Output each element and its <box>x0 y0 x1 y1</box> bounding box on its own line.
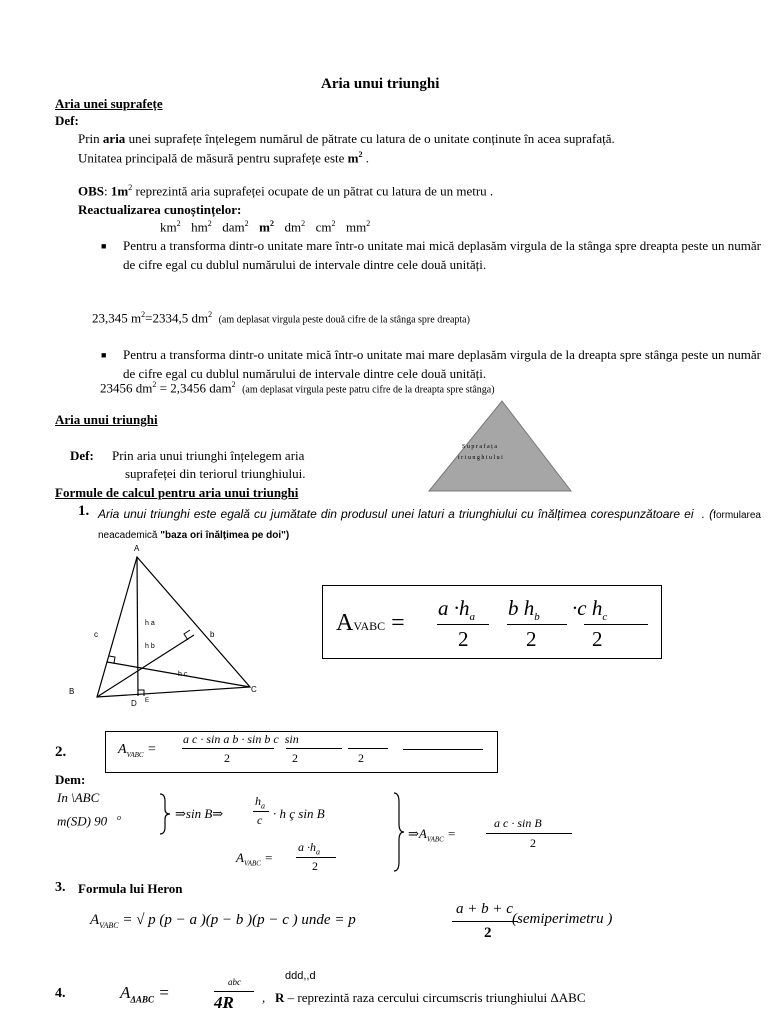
f1-sub3: c <box>602 611 608 624</box>
unit-dam: dam <box>222 219 245 235</box>
example1-a: 23,345 m <box>92 310 142 326</box>
height-ha <box>137 557 138 696</box>
formula-1-statement: Aria unui triunghi este egală cu jumătate din produsul unei laturi a triunghiului cu înălțimea corespunzătoare ei <box>98 507 694 521</box>
bullet-text-2: Pentru a transforma dintr-o unitate mică într-o unitate mai mare deplasăm virgula de la dreapta spre stânga peste un număr de cifre egal cu dublul numărului de intervale dintre cele două unități. <box>123 347 761 381</box>
definition-line-1 <box>78 131 615 147</box>
formula-1-den-2: 2 <box>526 627 537 651</box>
bullet-text-1: Pentru a transforma dintr-o unitate mare într-o unitate mai mică deplasăm virgula de la stânga spre dreapta peste un număr de cifre egal cu dublul numărului de intervale dintre cele două unități. <box>123 238 761 272</box>
dem-A: A <box>236 850 244 865</box>
heron-A: A <box>90 912 100 928</box>
dem-right-A: ⇒A <box>408 826 427 841</box>
foot-e-label: E <box>145 698 150 704</box>
formula-2-numerators <box>183 732 299 747</box>
unit-m: m <box>259 219 270 235</box>
obs-text: reprezintă aria suprafeței ocupate de un pătrat cu latura de un metru . <box>132 183 494 199</box>
height-ha-label: h a <box>145 620 155 627</box>
triangle-def-line-2: suprafeței din teriorul triunghiului. <box>125 466 306 481</box>
dem-mid-frac-den: c <box>257 813 263 827</box>
formula-1-A: A <box>336 610 354 636</box>
dem-brace-2 <box>392 792 406 872</box>
f1-sub2: b <box>534 611 540 624</box>
def-text-a: Prin <box>78 131 103 146</box>
formula-3-number: 3. <box>55 880 66 895</box>
dem-right-den: 2 <box>530 836 536 850</box>
f4-R: R <box>275 990 285 1005</box>
f2-n1: a c · sin <box>183 732 221 746</box>
section-heading-triangle-area: Aria unui triunghi <box>55 412 158 427</box>
dem-frac2-n: a ·h <box>298 840 316 854</box>
formula-4-text: , R – reprezintă raza cercului circumscris triunghiului ΔABC <box>262 990 586 1005</box>
f4-sub: ΔABC <box>130 994 155 1005</box>
f2-sub: VABC <box>126 750 144 759</box>
height-hc-label: h c <box>178 671 188 678</box>
heron-expr: = √ p (p − a )(p − b )(p − c ) unde = p <box>122 912 356 928</box>
side-b-label: b <box>210 630 215 639</box>
dem-right-area: $\Rightarrow A_{VABC}$ = <box>408 826 456 844</box>
dem-frac2-den: 2 <box>312 859 318 873</box>
unit-cm: cm <box>315 219 332 235</box>
formula-2-area-symbol: $A_{VABC}$ = <box>118 742 157 759</box>
formula-3-title: Formula lui Heron <box>78 881 183 896</box>
f1-num1: a ·h <box>438 596 470 620</box>
definition-label: Def: <box>55 113 79 128</box>
shaded-triangle <box>429 401 571 491</box>
formula-2-box <box>105 731 498 773</box>
triangle-heights-diagram <box>85 540 265 712</box>
obs-line: OBS: $1m^2$ reprezintă aria suprafeței ocupate de un pătrat cu latura de un metru . <box>78 183 494 199</box>
formula-4-number: 4. <box>55 986 66 1001</box>
formula-1-den-1: 2 <box>458 627 469 651</box>
f4-A: A <box>120 983 131 1002</box>
heron-num: a + b + c <box>456 901 513 917</box>
formula-2-den-3: 2 <box>358 751 364 765</box>
formula-4-top-note: ddd,,d <box>285 970 316 982</box>
bullet-marker-1: ■ <box>101 241 107 251</box>
dem-line-2 <box>57 813 121 829</box>
f1-sub1: a <box>469 611 475 624</box>
f2-n4: sin <box>284 732 299 746</box>
dem-area-symbol: $A_{VABC}$ = <box>236 850 273 868</box>
def-text-bold: aria <box>102 131 126 146</box>
triangle-abc <box>97 557 250 697</box>
page-title: Aria unui triunghi <box>321 76 440 92</box>
section-heading-surface-area: Aria unei suprafețe <box>55 96 163 111</box>
dem-frac-ns: a <box>261 801 265 811</box>
formula-4-den: 4R <box>214 993 234 1012</box>
height-hb-label: h b <box>145 643 155 650</box>
demonstration-label: Dem: <box>55 772 86 787</box>
reactualization-heading: Reactualizarea cunoștințelor: <box>78 202 242 217</box>
def-line2-text: Unitatea principală de măsură pentru suprafețe este <box>78 150 348 166</box>
units-list: $km^2$ $hm^2$ dam$^2$ $m^2$ $dm^2$ $cm^2$ $mm^2$ <box>160 219 371 235</box>
heron-tail: (semiperimetru ) <box>512 911 613 927</box>
obs-label: OBS <box>78 183 105 199</box>
bullet-marker-2: ■ <box>101 350 107 360</box>
formula-1-number: 1. <box>78 503 90 519</box>
dem-right-num: a c · sin B <box>494 816 542 830</box>
example2-b: = 2,3456 dam <box>156 380 232 396</box>
f2-A: A <box>118 742 127 757</box>
dem-mid-frac-num <box>255 794 265 810</box>
formula-1-num-2 <box>508 596 540 623</box>
formula-1-num-3 <box>572 596 607 623</box>
dem-brace-1 <box>158 793 172 835</box>
side-c-label: c <box>94 630 98 639</box>
formula-1-text: Aria unui triunghi este egală cu jumătate din produsul unei laturi a triunghiului cu înălțimea corespunzătoare ei . (formularea neacademică "baza ori înălțimea pe doi") <box>98 507 761 541</box>
unit-dm: dm <box>284 219 302 235</box>
unit-mm: mm <box>346 219 367 235</box>
formula-1-den-3: 2 <box>592 627 603 651</box>
dem-mid-expr-1: ⇒sin B⇒ <box>175 806 224 821</box>
dem-frac2-ns: a <box>316 847 320 857</box>
formula-2-den-2: 2 <box>292 751 298 765</box>
formula-1-sub: VABC <box>353 619 386 633</box>
definition-line-2: Unitatea principală de măsură pentru suprafețe este $m^2$ . <box>78 150 369 166</box>
example1-b: =2334,5 dm <box>145 310 209 326</box>
vertex-a-label: A <box>134 544 140 553</box>
formula-2-number: 2. <box>55 744 67 760</box>
vertex-c-label: C <box>251 685 257 694</box>
formula-2-den-1: 2 <box>224 751 230 765</box>
obs-unit: 1m <box>110 183 129 199</box>
heron-formula <box>90 912 356 930</box>
f2-n3: sin b c <box>247 732 279 746</box>
heron-sub: VABC <box>99 921 119 930</box>
dem-right-sub: VABC <box>426 835 444 844</box>
dem-frac-n: h <box>255 794 261 808</box>
example-line-2: 23456 $dm^2 = 2,3456$ dam$^2$ (am deplasat virgula peste patru cifre de la dreapta spre stânga) <box>100 380 495 396</box>
foot-d-label: D <box>131 699 137 708</box>
formula-1-note-a: formularea neacademică <box>98 510 761 541</box>
triangle-inner-text-1: S u p r a f a ț a <box>462 444 497 450</box>
formula-1-num-1 <box>438 596 475 623</box>
formula-1-note-b: "baza ori înălțimea pe doi") <box>160 530 290 541</box>
unit-hm: hm <box>191 219 208 235</box>
triangle-def-label: Def: <box>70 448 94 463</box>
dem-line-1: In \ABC <box>57 790 100 805</box>
f2-num: 2 <box>55 744 63 760</box>
f4-num: 4 <box>55 986 62 1001</box>
shaded-triangle-illustration <box>425 398 575 494</box>
formula-1-area-symbol: AVABC = <box>336 610 405 636</box>
formula-4-area-symbol: $A_{\Delta ABC}$ = <box>120 983 170 1005</box>
unit-km: km <box>160 219 177 235</box>
heron-den: 2 <box>484 925 492 941</box>
example-line-1: 23,345 $m^2=2334,5$ $dm^2$ (am deplasat virgula peste două cifre de la stânga spre dreapta) <box>92 310 470 326</box>
def-unit: m <box>347 150 359 166</box>
dem-frac2-num <box>298 840 320 856</box>
example2-note: (am deplasat virgula peste patru cifre de la dreapta spre stânga) <box>242 384 495 396</box>
dem-l2-sup: o <box>116 813 121 822</box>
triangle-inner-text-2: t r i u n g h i u l u i <box>458 455 503 461</box>
f1-num2: b h <box>508 596 535 620</box>
def-text-c: unei suprafețe înțelegem numărul de pătrate cu latura de o unitate conținute în acea suprafață. <box>125 131 615 146</box>
triangle-def-line-1: Prin aria unui triunghi înțelegem aria <box>112 448 305 463</box>
example1-note: (am deplasat virgula peste două cifre de la stânga spre dreapta) <box>218 314 470 326</box>
formula-4-num: abc <box>228 977 241 987</box>
f2-n2: a b · <box>223 732 245 746</box>
dem-mid-expr-2: · h ç sin B <box>273 806 325 821</box>
dem-l2-text: m(SD) 90 <box>57 813 108 829</box>
formulas-heading: Formule de calcul pentru aria unui triunghi <box>55 485 299 500</box>
example2-a: 23456 dm <box>100 380 153 396</box>
vertex-b-label: B <box>69 687 75 696</box>
dem-Asub: VABC <box>243 859 261 868</box>
f4-description: – reprezintă raza cercului circumscris triunghiului ΔABC <box>284 990 586 1005</box>
f1-num3: ·c h <box>572 596 603 620</box>
